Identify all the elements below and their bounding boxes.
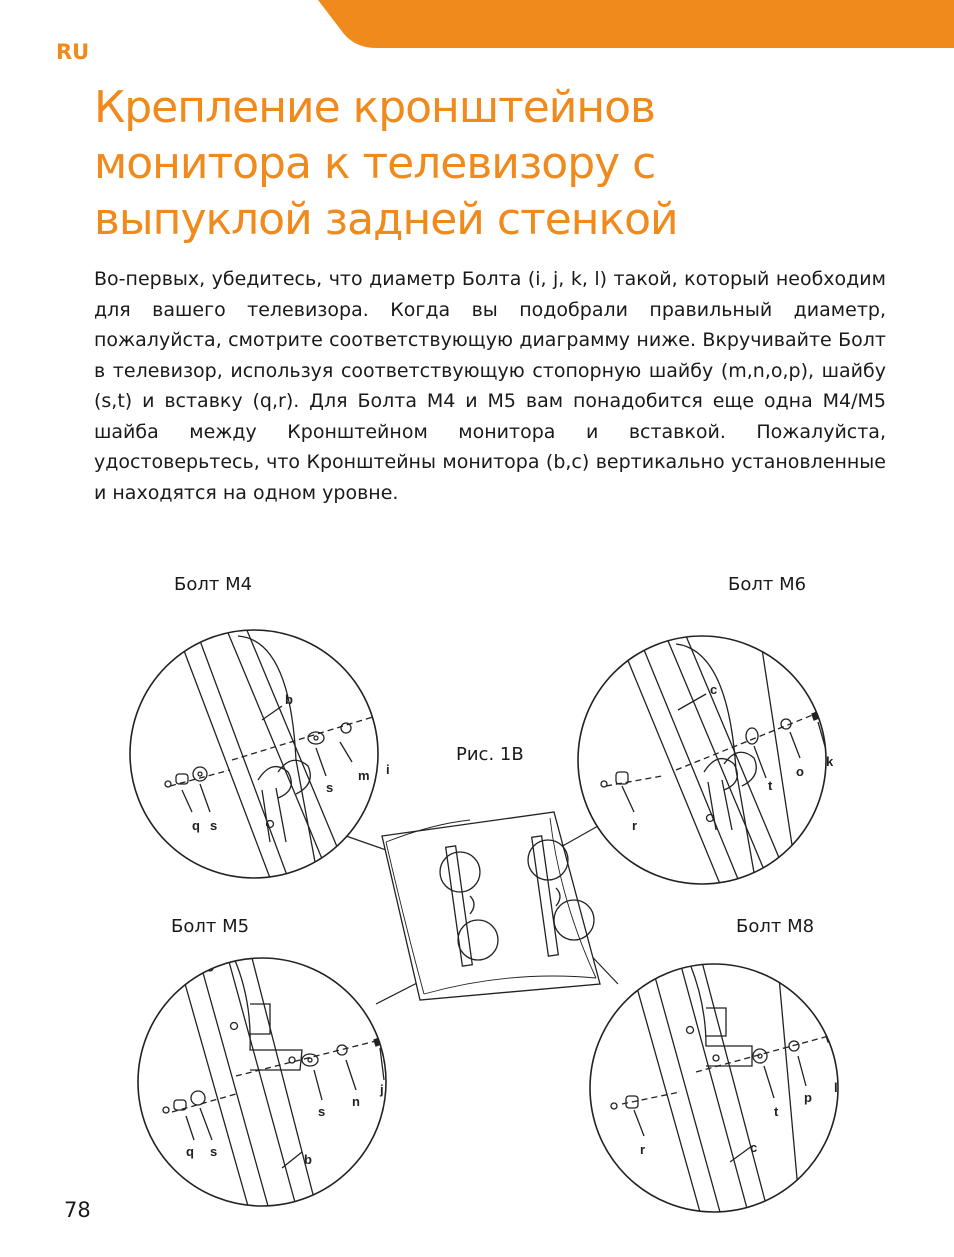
tv-back-panel [382,812,600,1000]
zoom-m4 [130,628,390,884]
part-label-s-m4: s [326,780,334,795]
title-line-2: монитора к телевизору с [94,138,656,189]
part-label-t-m6: t [768,778,773,793]
part-label-m-m4: m [358,768,370,783]
label-bolt-m4: Болт M4 [174,574,253,595]
label-bolt-m6: Болт M6 [728,574,807,595]
part-label-t-m8: t [774,1104,779,1119]
label-bolt-m5: Болт M5 [171,916,250,937]
part-label-c-m8: c [750,1140,758,1155]
part-label-c-m6: c [710,682,718,697]
figure-caption: Рис. 1B [456,744,524,765]
part-label-r-m8: r [640,1142,646,1157]
language-tag: RU [56,40,90,64]
zoom-m6 [578,636,834,884]
part-label-s2-m4: s [210,818,218,833]
part-label-b-m5: b [304,1152,312,1167]
part-label-o-m6: o [796,764,804,779]
instructions-paragraph: Во-первых, убедитесь, что диаметр Болта (i, j, k, l) такой, который необходим для вашего телевизора. Когда вы подобрали правильный диаметр, пожалуйста, смотрите соответствующую диаграмму ниже. Вкручивайте Болт в телевизор, используя соответствующую стопорную шайбу (m,n,o,p), шайбу (s,t) и вставку (q,r). Для Болта M4 и M5 вам понадобится еще одна M4/M5 шайба между Кронштейном монитора и вставкой. Пожалуйста, удостоверьтесь, что Кронштейны монитора (b,c) вертикально установленные и находятся на одном уровне. [94,268,886,504]
zoom-m8 [590,962,838,1212]
part-label-s2-m5: s [210,1144,218,1159]
part-label-q-m5: q [186,1144,194,1159]
part-label-i-m4: i [386,762,390,777]
zoom-m5 [138,958,386,1206]
part-label-b-m4: b [285,692,293,707]
part-label-j-m5: j [380,1082,384,1097]
title-line-3: выпуклой задней стенкой [94,194,678,245]
label-bolt-m8: Болт M8 [736,916,815,937]
part-label-r-m6: r [632,818,638,833]
part-label-n-m5: n [352,1094,360,1109]
page-number: 78 [64,1198,91,1222]
part-label-k-m6: k [826,754,834,769]
part-label-s-m5: s [318,1104,326,1119]
title-line-1: Крепление кронштейнов [94,82,655,133]
part-label-p-m8: p [804,1090,812,1105]
part-label-l-m8: l [834,1080,838,1095]
part-label-q-m4: q [192,818,200,833]
